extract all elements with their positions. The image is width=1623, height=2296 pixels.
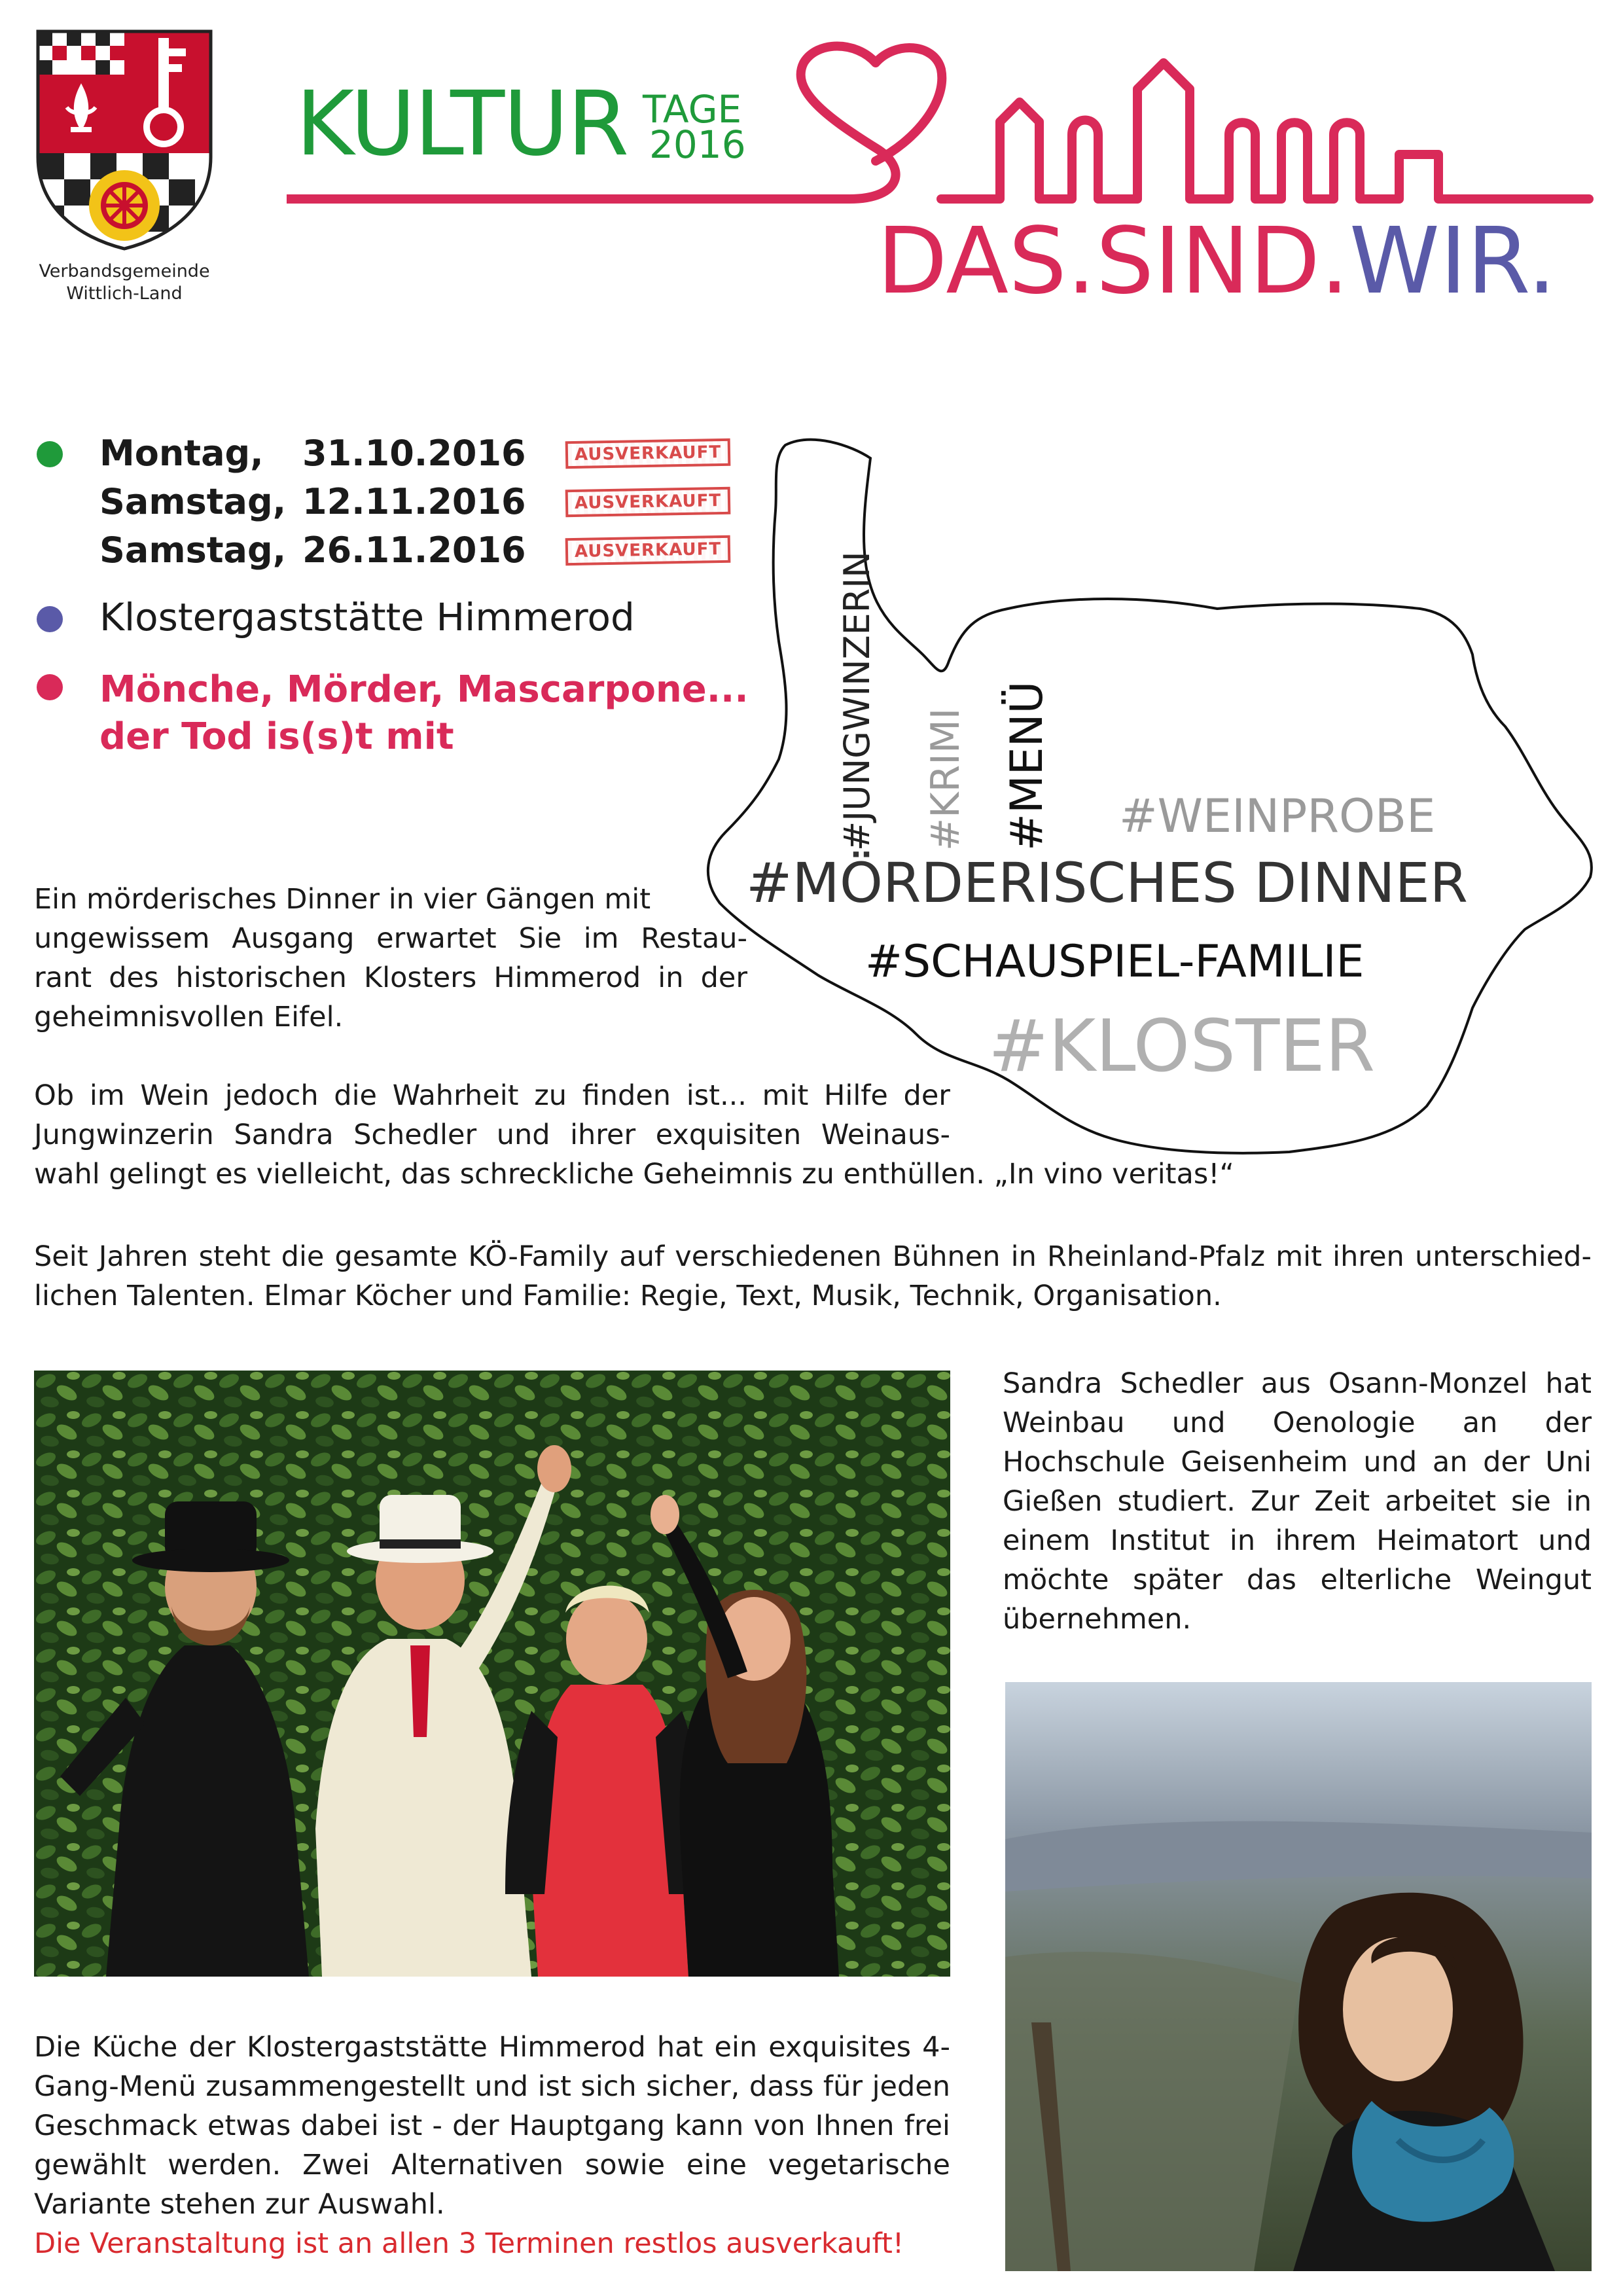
wine-paragraph	[34, 1076, 1277, 1194]
family-paragraph	[34, 1237, 1592, 1316]
date-day: Montag,	[99, 433, 264, 474]
venue: Klostergaststätte Himmerod	[99, 595, 635, 639]
family-line: lichen Talenten. Elmar Köcher und Familie: Regie, Text, Musik, Technik, Organisation.	[34, 1280, 1222, 1312]
crest-caption-line1: Verbandsgemeinde	[39, 261, 210, 281]
green-bullet-icon	[37, 441, 63, 467]
hashtag-jungwinzerin: #JUNGWINZERIN	[836, 551, 878, 851]
intro-line: geheimnisvollen Eifel.	[34, 1001, 344, 1033]
date-row	[99, 429, 730, 478]
wine-line: Jungwinzerin Sandra Schedler und ihrer exquisiten Weinaus-	[34, 1119, 950, 1151]
slogan-part2: WIR.	[1349, 208, 1557, 315]
sandra-schedler-portrait	[1005, 1682, 1592, 2271]
event-title-line2: der Tod is(s)t mit	[99, 715, 454, 758]
soldout-stamp: AUSVERKAUFT	[565, 535, 731, 565]
coat-of-arms-logo	[34, 29, 215, 251]
soldout-stamp: AUSVERKAUFT	[565, 487, 731, 517]
hashtag-kloster: #KLOSTER	[988, 1004, 1376, 1088]
date-value: 26.11.2016	[302, 529, 526, 571]
crest-caption-line2: Wittlich-Land	[66, 283, 183, 304]
tage-wordmark: TAGE	[643, 87, 742, 132]
kultur-wordmark: KULTUR	[296, 73, 628, 176]
date-value: 12.11.2016	[302, 481, 526, 522]
crest-caption	[13, 260, 236, 305]
intro-line: rant des historischen Klosters Himmerod in der	[34, 961, 747, 994]
family-line: Seit Jahren steht die gesamte KÖ-Family auf verschiedenen Bühnen in Rheinland-Pfalz mit ihren unterschied-	[34, 1240, 1592, 1273]
hashtag-weinprobe: #WEINPROBE	[1119, 789, 1436, 843]
date-value: 31.10.2016	[302, 433, 526, 474]
sandra-bio: Sandra Schedler aus Osann-Monzel hat Weinbau und Oenologie an der Hochschule Geisenheim und an der Uni Gießen studiert. Zur Zeit arbeitet sie in einem Institut in ihrem Heimatort und möchte später das elterliche Weingut übernehmen.	[1003, 1367, 1592, 1636]
pink-bullet-icon	[37, 674, 63, 700]
slogan	[877, 208, 1557, 315]
intro-line: ungewissem Ausgang erwartet Sie im Restau-	[34, 922, 747, 955]
wine-line: Ob im Wein jedoch die Wahrheit zu finden ist... mit Hilfe der	[34, 1079, 950, 1112]
soldout-stamp: AUSVERKAUFT	[565, 439, 731, 469]
event-title-line1: Mönche, Mörder, Mascarpone...	[99, 668, 749, 711]
hashtag-menue: #MENÜ	[1001, 681, 1053, 851]
date-row	[99, 478, 730, 526]
hashtag-schauspiel-familie: #SCHAUSPIEL-FAMILIE	[865, 936, 1364, 988]
slogan-part1: DAS.SIND.	[877, 208, 1349, 315]
intro-paragraph	[34, 880, 747, 1037]
event-title	[99, 666, 749, 761]
hashtag-krimi: #KRIMI	[923, 708, 969, 851]
kitchen-paragraph	[34, 2028, 950, 2263]
hashtag-moerderisches-dinner: #MÖRDERISCHES DINNER	[746, 851, 1469, 915]
date-day: Samstag,	[99, 529, 287, 571]
event-dates	[99, 429, 730, 575]
date-row	[99, 526, 730, 575]
year-wordmark: 2016	[649, 122, 746, 167]
family-group-photo	[34, 1371, 950, 1977]
intro-line: Ein mörderisches Dinner in vier Gängen mit	[34, 883, 651, 916]
blue-bullet-icon	[37, 606, 63, 632]
kitchen-text: Die Küche der Klostergaststätte Himmerod hat ein exquisites 4-Gang-Menü zusammengestellt und ist sich sicher, dass für jeden Geschmack etwas dabei ist - der Hauptgang kann von Ihnen frei gewählt werden. Zwei Alternativen sowie eine vegetarische Variante stehen zur Auswahl.	[34, 2031, 950, 2221]
date-day: Samstag,	[99, 481, 287, 522]
soldout-notice: Die Veranstaltung ist an allen 3 Terminen restlos ausverkauft!	[34, 2227, 904, 2260]
wine-line: wahl gelingt es vielleicht, das schreckliche Geheimnis zu enthüllen. „In vino veritas!“	[34, 1158, 1234, 1191]
hashtag-map	[700, 432, 1603, 1158]
